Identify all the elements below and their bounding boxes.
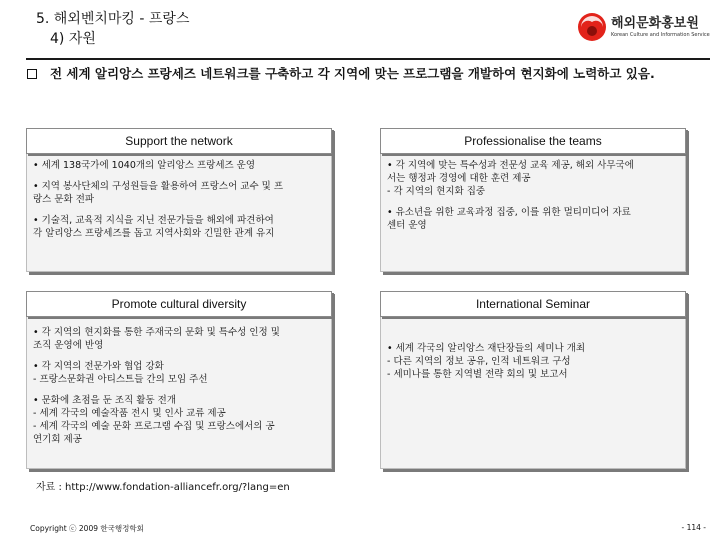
panel-title: Promote cultural diversity [26, 291, 332, 317]
page-title: 5. 해외벤치마킹 - 프랑스 [36, 11, 190, 27]
panel-cultural-diversity [26, 291, 332, 469]
logo-mark-icon [577, 12, 607, 42]
bullet-item: • 세계 각국의 알리앙스 재단장들의 세미나 개최 - 다른 지역의 정보 공유, 인적 네트워크 구성 - 세미나를 통한 지역별 전략 회의 및 보고서 [387, 343, 586, 380]
panel-body [33, 159, 325, 240]
panel-professionalise-teams [380, 128, 686, 272]
checkbox-bullet-icon [27, 69, 37, 79]
bullet-item: • 지역 봉사단체의 구성원들을 활용하여 프랑스어 교수 및 프 랑스 문화 전파 [33, 181, 284, 205]
panel-title: Support the network [26, 128, 332, 154]
panel-title: International Seminar [380, 291, 686, 317]
bullet-item: • 기술적, 교육적 지식을 지닌 전문가들을 해외에 파견하여 각 알리앙스 프랑세즈를 돕고 지역사회와 긴밀한 관계 유지 [33, 215, 275, 239]
bullet-item: • 각 지역의 전문가와 협업 강화 - 프랑스문화권 아티스트들 간의 모임 주선 [33, 361, 208, 385]
panel-support-network [26, 128, 332, 272]
panel-body [33, 326, 325, 446]
panel-international-seminar [380, 291, 686, 469]
bullet-item: • 각 지역의 현지화를 통한 주재국의 문화 및 특수성 인정 및 조직 운영에 반영 [33, 327, 280, 351]
page-number: - 114 - [681, 523, 706, 532]
logo-tagline: Korean Culture and Information Service [611, 32, 710, 38]
bullet-item: • 세계 138국가에 1040개의 알리앙스 프랑세즈 운영 [33, 160, 256, 171]
bullet-item: • 각 지역에 맞는 특수성과 전문성 교육 제공, 해외 사무국에 서는 행정과 경영에 대한 훈련 제공 - 각 지역의 현지화 집중 [387, 160, 634, 197]
header-divider [26, 58, 710, 60]
bullet-item: • 유소년을 위한 교육과정 집중, 이를 위한 멀티미디어 자료 센터 운영 [387, 207, 631, 231]
intro-statement: 전 세계 알리앙스 프랑세즈 네트워크를 구축하고 각 지역에 맞는 프로그램을 개발하여 현지화에 노력하고 있음. [50, 66, 655, 81]
panel-body [387, 342, 679, 381]
panel-title: Professionalise the teams [380, 128, 686, 154]
bullet-item: • 문화에 초점을 둔 조직 활동 전개 - 세계 각국의 예술작품 전시 및 인사 교류 제공 - 세계 각국의 예술 문화 프로그램 수집 및 프랑스에서의 공 연기회 제공 [33, 395, 275, 445]
logo-name: 해외문화홍보원 [611, 16, 699, 31]
page-subtitle: 4) 자원 [50, 31, 96, 47]
source-citation: 자료 : http://www.fondation-alliancefr.org/?lang=en [36, 482, 290, 493]
panel-body [387, 159, 679, 232]
kocis-logo [577, 10, 710, 50]
copyright: Copyright ⓒ 2009 한국행정학회 [30, 524, 144, 533]
